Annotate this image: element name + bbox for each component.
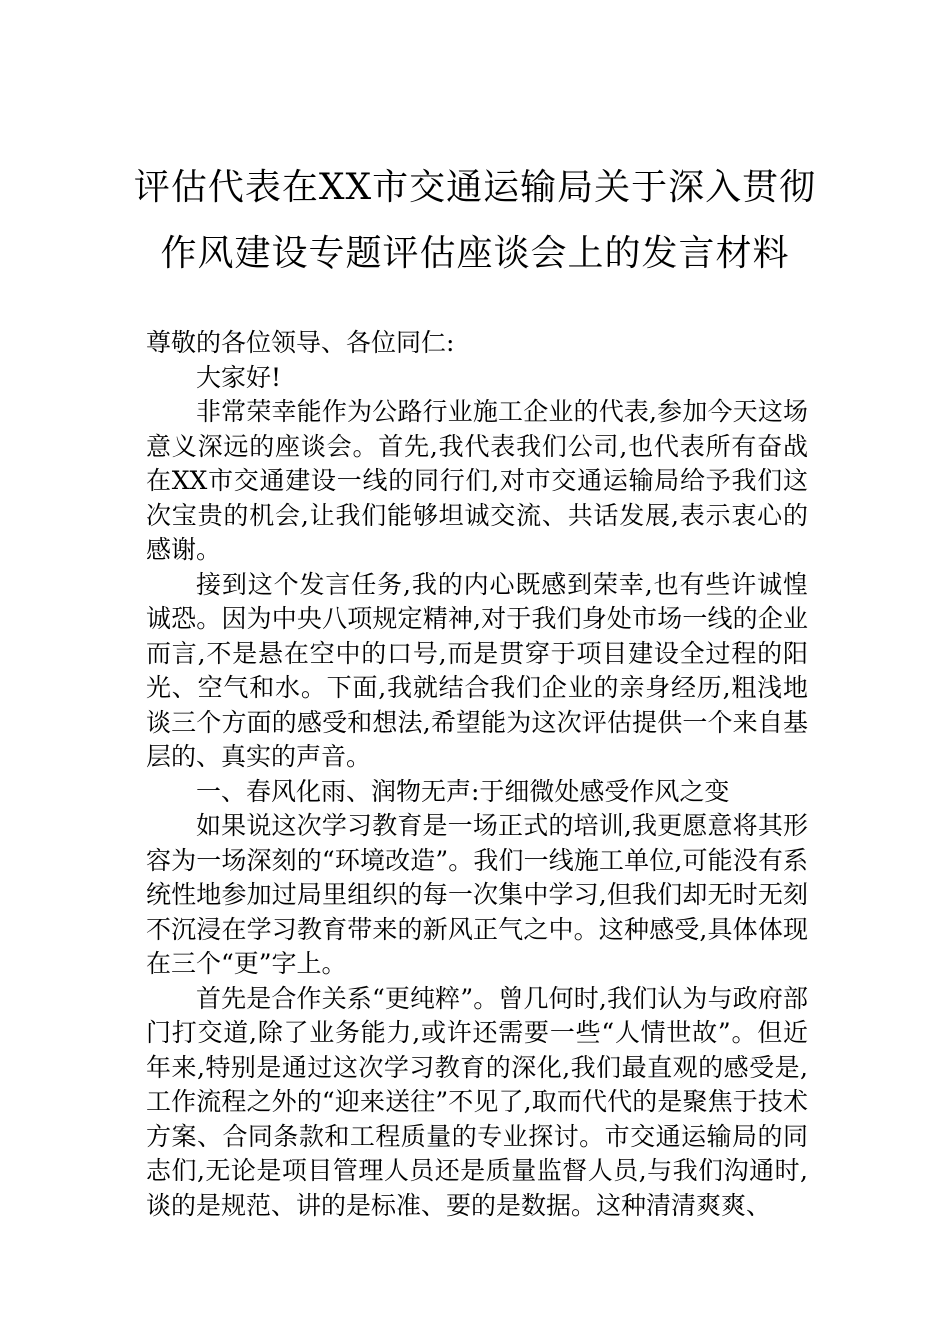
paragraph-task: 接到这个发言任务,我的内心既感到荣幸,也有些许诚惶诚恐。因为中央八项规定精神,对于我们身处市场一线的企业而言,不是悬在空中的口号,而是贯穿于项目建设全过程的阳光、空气和水。下面,我就结合我们企业的亲身经历,粗浅地谈三个方面的感受和想法,希望能为这次评估提供一个来自基层的、真实的声音。	[146, 569, 808, 771]
section-heading-1: 一、春风化雨、润物无声:于细微处感受作风之变	[196, 776, 730, 806]
paragraph-cooperation: 首先是合作关系“更纯粹”。曾几何时,我们认为与政府部门打交道,除了业务能力,或许还需要一些“人情世故”。但近年来,特别是通过这次学习教育的深化,我们最直观的感受是,工作流程之外的“迎来送往”不见了,取而代代的是聚焦于技术方案、合同条款和工程质量的专业探讨。市交通运输局的同志们,无论是项目管理人员还是质量监督人员,与我们沟通时,谈的是规范、讲的是标准、要的是数据。这种清清爽爽、	[146, 983, 808, 1220]
document-title-line-2: 作风建设专题评估座谈会上的发言材料	[160, 233, 790, 274]
document-title-line-1: 评估代表在XX市交通运输局关于深入贯彻	[133, 167, 817, 208]
document-body	[146, 326, 808, 1223]
paragraph-environment: 如果说这次学习教育是一场正式的培训,我更愿意将其形容为一场深刻的“环境改造”。我们一线施工单位,可能没有系统性地参加过局里组织的每一次集中学习,但我们却无时无刻不沉浸在学习教育带来的新风正气之中。这种感受,具体体现在三个“更”字上。	[146, 811, 808, 978]
paragraph-greeting: 大家好!	[196, 362, 282, 392]
paragraph-introduction: 非常荣幸能作为公路行业施工企业的代表,参加今天这场意义深远的座谈会。首先,我代表我们公司,也代表所有奋战在XX市交通建设一线的同行们,对市交通运输局给予我们这次宝贵的机会,让我们能够坦诚交流、共话发展,表示衷心的感谢。	[146, 397, 808, 564]
salutation: 尊敬的各位领导、各位同仁:	[146, 328, 455, 357]
